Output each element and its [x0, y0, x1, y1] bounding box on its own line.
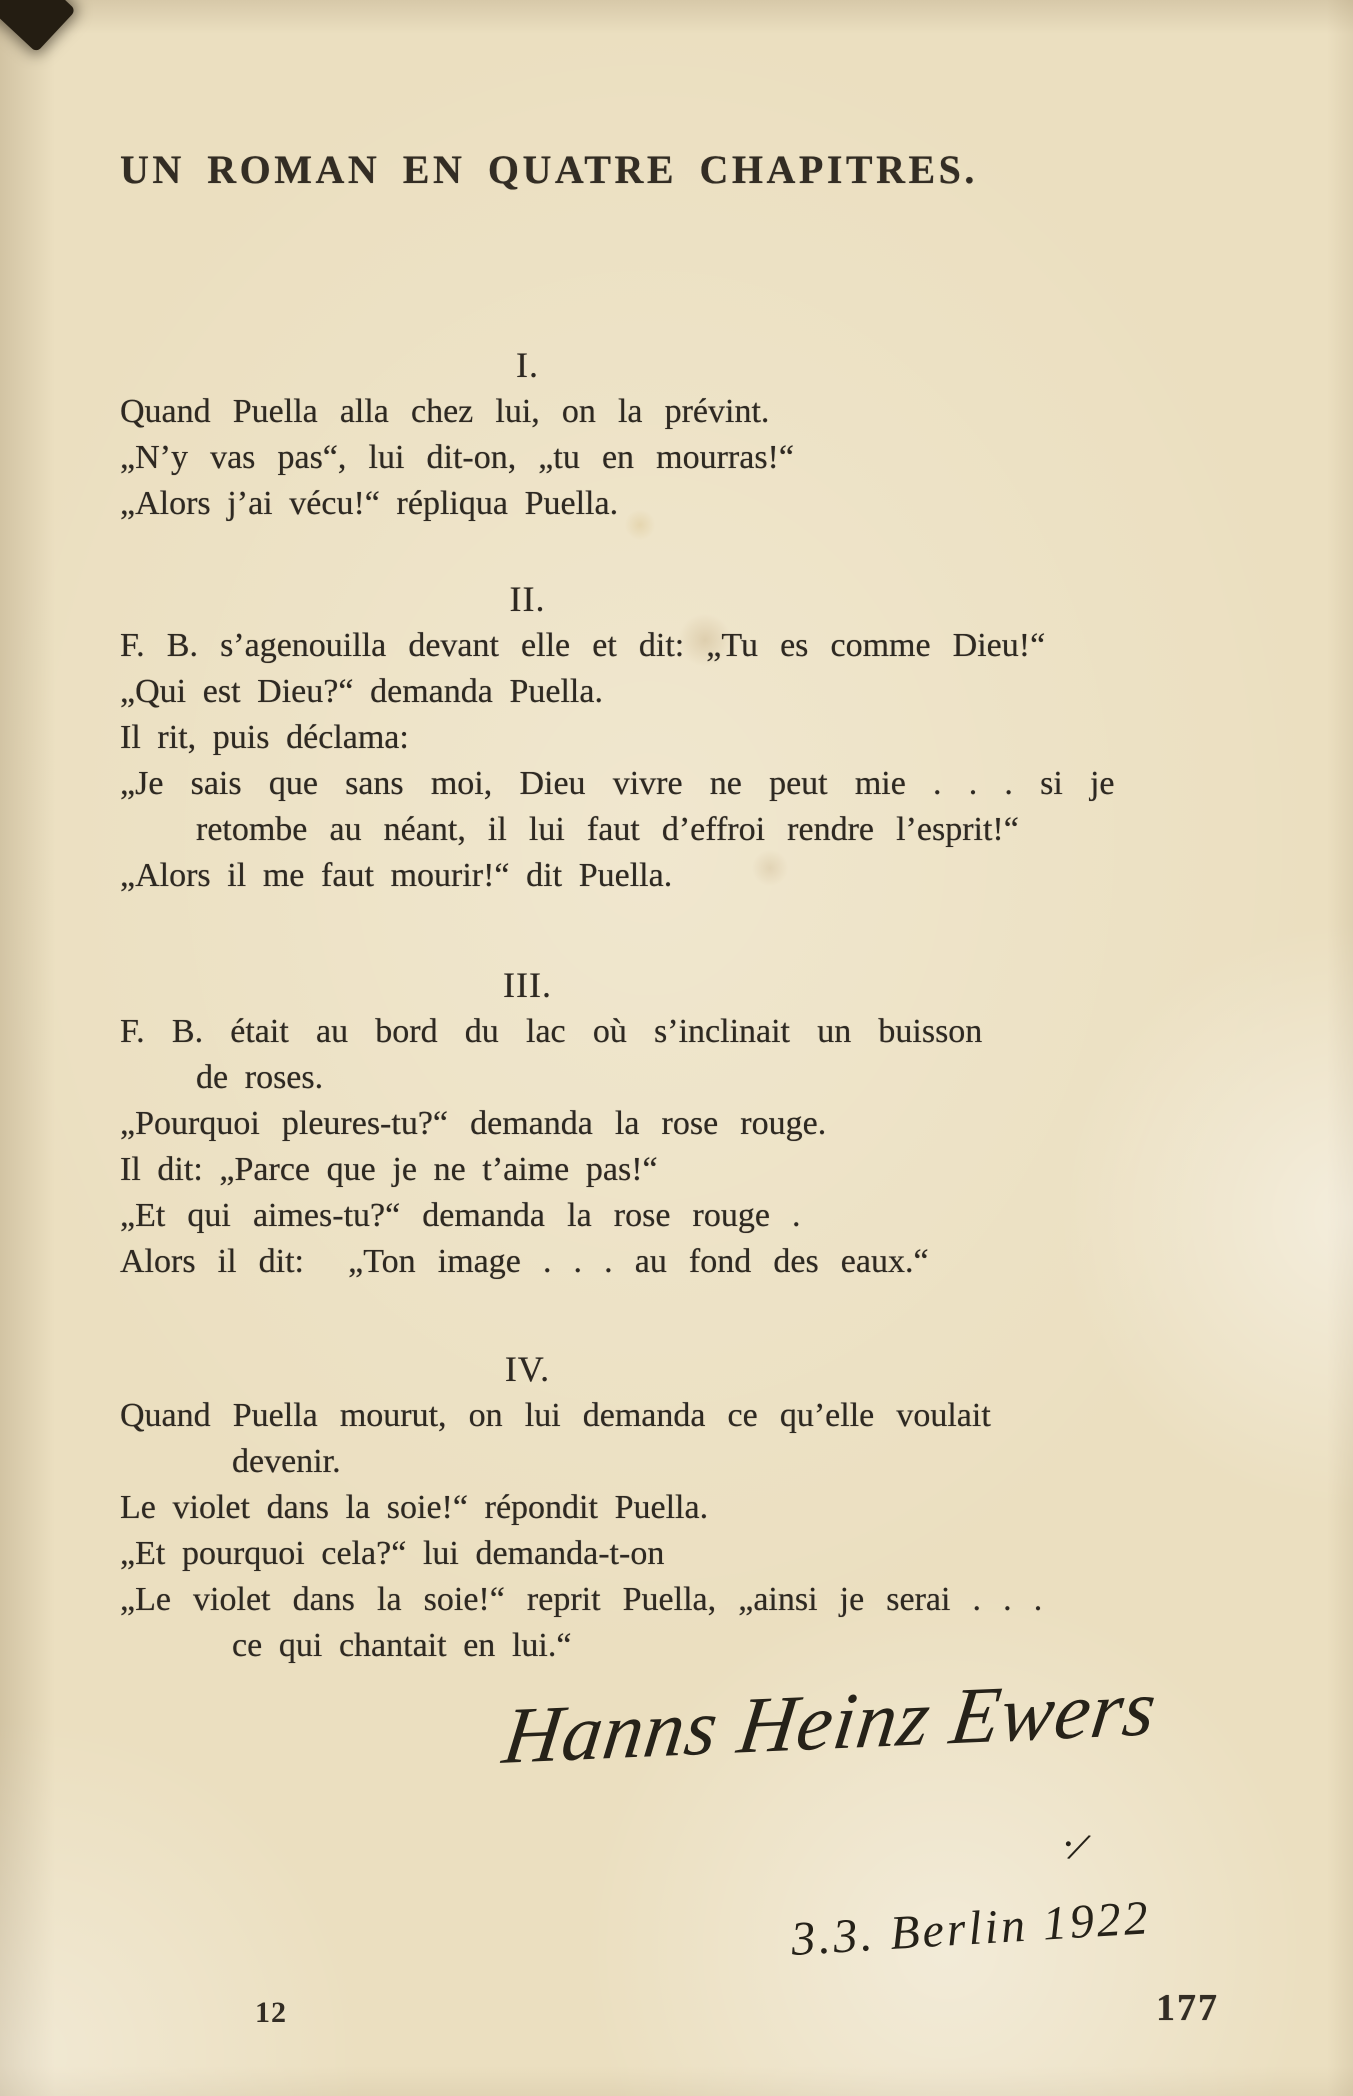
- text-line: „Alors il me faut mourir!“ dit Puella.: [120, 857, 673, 894]
- chapter-lines: [120, 623, 1115, 899]
- chapter-heading: III.: [503, 965, 552, 1005]
- text-line: devenir.: [232, 1443, 341, 1480]
- page-title: UN ROMAN EN QUATRE CHAPITRES.: [120, 147, 978, 192]
- text-line: „Qui est Dieu?“ demanda Puella.: [120, 673, 603, 710]
- text-line: „Pourquoi pleures-tu?“ demanda la rose rouge.: [120, 1105, 827, 1142]
- text-line: „Le violet dans la soie!“ reprit Puella, „ainsi je serai . . .: [120, 1581, 1043, 1618]
- chapter-section-1: [120, 343, 935, 527]
- text-line: Il dit: „Parce que je ne t’aime pas!“: [120, 1151, 658, 1188]
- text-line: Alors il dit: „Ton image . . . au fond des eaux.“: [120, 1243, 929, 1280]
- handwritten-signature: Hanns Heinz Ewers: [498, 1663, 1162, 1781]
- text-line: Quand Puella alla chez lui, on la prévint.: [120, 393, 770, 430]
- printer-signature-mark: 12: [255, 1996, 287, 2029]
- text-line: ce qui chantait en lui.“: [232, 1627, 572, 1664]
- chapter-lines: [120, 1393, 1043, 1669]
- text-line: retombe au néant, il lui faut d’effroi rendre l’esprit!“: [196, 811, 1019, 848]
- page-corner-stain: [0, 0, 76, 53]
- signature-flourish: ·/: [1056, 1820, 1091, 1872]
- page-number: 177: [1156, 1987, 1219, 2029]
- text-line: de roses.: [196, 1059, 324, 1096]
- text-line: „Je sais que sans moi, Dieu vivre ne peut mie . . . si je: [120, 765, 1115, 802]
- text-line: F. B. était au bord du lac où s’inclinait un buisson: [120, 1013, 983, 1050]
- text-line: „Alors j’ai vécu!“ répliqua Puella.: [120, 485, 619, 522]
- chapter-lines: [120, 389, 935, 527]
- text-line: „Et pourquoi cela?“ lui demanda-t-on: [120, 1535, 665, 1572]
- text-line: Il rit, puis déclama:: [120, 719, 409, 756]
- text-line: „Et qui aimes-tu?“ demanda la rose rouge .: [120, 1197, 801, 1234]
- chapter-section-3: [120, 963, 983, 1285]
- text-line: „N’y vas pas“, lui dit-on, „tu en mourras!“: [120, 439, 794, 476]
- handwritten-dateline: 3.3. Berlin 1922: [789, 1891, 1153, 1967]
- page-content: [120, 0, 1115, 1669]
- chapter-heading: I.: [516, 345, 539, 385]
- chapter-lines: [120, 1009, 983, 1285]
- chapter-heading: II.: [509, 579, 546, 619]
- chapter-section-2: [120, 577, 1115, 899]
- text-line: Quand Puella mourut, on lui demanda ce qu’elle voulait: [120, 1397, 991, 1434]
- chapter-heading: IV.: [504, 1349, 551, 1389]
- text-line: Le violet dans la soie!“ répondit Puella.: [120, 1489, 709, 1526]
- text-line: F. B. s’agenouilla devant elle et dit: „Tu es comme Dieu!“: [120, 627, 1046, 664]
- chapter-section-4: [120, 1347, 1043, 1669]
